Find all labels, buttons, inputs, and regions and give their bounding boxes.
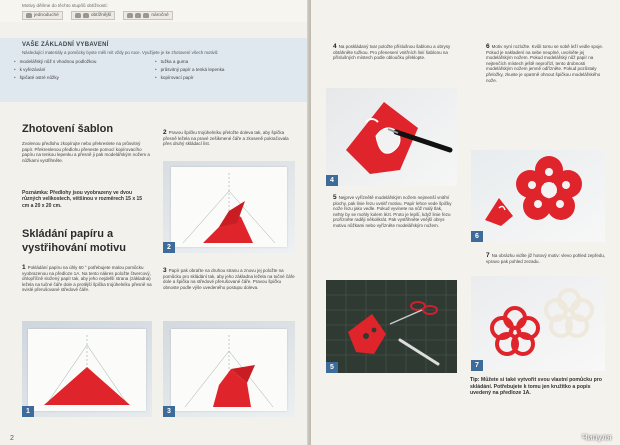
step-2-text	[163, 130, 295, 147]
folded-triangle-illustration	[22, 321, 152, 417]
equipment-item: • průsvitný papír a tenká lepenka	[155, 66, 224, 74]
right-page	[311, 0, 620, 445]
note-text: Poznámka: Předlohy jsou vyobrazeny ve dvou různých velikostech, většinou v rozměrech 15 x 15 cm a 20 x 20 cm.	[22, 190, 143, 209]
step-1-body: Pokládání papíru na úhly 60 ° potřebujete malou pomůcku vyobrazenou na předloze 1A. Na tento nákres položte čtvercový, úhlopříčně složený papír tak, aby jeho nejdelší strana (základna) ležela na tučné čáře dole a protější špička trojúhelníku přesně na svislé přerušované středové čáře.	[22, 265, 152, 293]
cutting-mat-illustration	[326, 280, 457, 373]
hand-icon	[83, 13, 89, 18]
step-4-body: Na poskládaný tvar položte příslušnou šablonu a obrysy obtáhněte tužkou. Pro přenesení vnitřních linií šablonu na příslušných místech podle obloučku překlopte.	[333, 44, 451, 61]
finished-motif-illustration	[471, 276, 605, 371]
folded-paper-illustration	[163, 161, 295, 253]
equipment-item: • tužka a guma	[155, 58, 224, 66]
photo-number: 2	[163, 242, 175, 253]
photo-step-5	[326, 280, 457, 373]
photo-number: 5	[326, 362, 338, 373]
photo-number: 7	[471, 360, 483, 371]
equipment-item: • špičaté ostré nůžky	[14, 74, 96, 82]
folded-paper-illustration	[163, 321, 295, 417]
templates-text: Zvolenou předlohu zkopírujte nebo překreslete na průsvitný papír. Překreslenou předlohu přeneste pomocí kopírovacího papíru na tenkou lepenku a přesně ji pak modelářským nožem a nůžkami vystřihněte.	[22, 141, 150, 163]
hand-icon	[75, 13, 81, 18]
step-3-number: 3	[163, 267, 167, 274]
photo-number: 4	[326, 175, 338, 186]
step-5-text	[333, 195, 453, 229]
hand-icon	[26, 13, 32, 18]
difficulty-bar	[0, 0, 309, 22]
watermark: Чипуля	[582, 433, 612, 442]
photo-step-3	[163, 321, 295, 417]
step-6-number: 6	[486, 43, 490, 50]
difficulty-medium: obtížnější	[71, 11, 116, 20]
hand-icon	[127, 13, 133, 18]
step-6-text	[486, 44, 606, 83]
step-1-number: 1	[22, 264, 26, 271]
equipment-intro: Následující materiály a pomůcky byste měli mít vždy po ruce. Využijete je ke zhotovení všech motivů:	[22, 50, 219, 55]
step-1-text	[22, 265, 152, 293]
tip-text: Můžete si také vytvořit svou vlastní pomůcku pro skládání. Potřebujete k tomu jen kružítko a popis uvedený na předloze 1A.	[470, 377, 602, 397]
photo-number: 3	[163, 406, 175, 417]
template-tracing-illustration	[326, 88, 457, 186]
step-2-body: Pravou špičku trojúhelníku přeložte doleva tak, aby špička přesně ležela na pravé zešikmené čáře a zkoseně pokračovala přes druhý skládací list.	[163, 130, 289, 147]
unfolded-flower-illustration	[471, 150, 605, 242]
photo-step-7	[471, 276, 605, 371]
tip-box	[470, 377, 606, 397]
equipment-title: VAŠE ZÁKLADNÍ VYBAVENÍ	[22, 42, 109, 48]
equipment-list-2	[155, 58, 224, 83]
step-3-body: Papír pak obraťte na druhou stranu a znovu jej položte na pomůcku pro skládání tak, aby jeho základna ležela na tučné čáře dole a špička na středové přerušované čáře. Pravou špičku obnoste podle výše uvedeného postupu doleva.	[163, 268, 295, 290]
step-7-body: Na obrázku vidíte již hotový motiv: vlevo pohled zepředu, vpravo pak pohled zezadu.	[486, 253, 606, 264]
equipment-item: • modelářský nůž s vhodnou podložkou	[14, 58, 96, 66]
step-4-number: 4	[333, 43, 337, 50]
step-3-text	[163, 268, 295, 290]
equipment-item: • kopírovací papír	[155, 74, 224, 82]
step-2-number: 2	[163, 129, 167, 136]
step-7-number: 7	[486, 252, 490, 259]
step-7-text	[486, 253, 606, 264]
hand-icon	[143, 13, 149, 18]
heading-folding: Skládání papíru a vystřihování motivu	[22, 228, 126, 254]
photo-step-4	[326, 88, 457, 186]
heading-templates: Zhotovení šablon	[22, 123, 114, 135]
hand-icon	[135, 13, 141, 18]
step-5-number: 5	[333, 194, 337, 201]
difficulty-levels	[22, 11, 173, 20]
equipment-item: • k vyřezávání	[14, 66, 96, 74]
step-5-body: Nejprve vyříznětě modelářským nožem nejmenší vnitřní plochy, pak linie řezu uvnitř motivu. Papír lehce vede špičky nože řezu jako vedle. Pokud vyvinete na nůž malý tlak, nehty by se mohly kolem lézt. Proto je lepší, když linie řezu prořízněte raději několikrát. Pak vystřihněte vnější obrys motivu nůžkami nebo vyřízněte modelářským nožem.	[333, 195, 452, 228]
equipment-box	[0, 38, 309, 102]
page-number: 2	[10, 435, 14, 442]
equipment-list-1	[14, 58, 96, 83]
tip-label: Tip:	[470, 377, 480, 383]
photo-number: 1	[22, 406, 34, 417]
difficulty-hard: náročné	[123, 11, 172, 20]
photo-step-2	[163, 161, 295, 253]
step-4-text	[333, 44, 453, 61]
photo-step-6	[471, 150, 605, 242]
step-6-body: Motiv nyní rozložte. Kvůli tomu se sobě leží vedle spoje. Pokud je nakladení na sebe neuplné, uvolněte jej modelářským nožem. Pokud modelářský nůž papír na nejtenčích místech ještě neprořízl, tento drobnosti modelářským nožem jemně odřízněte. Pokud pozůstaly přeložky, zkuste je opatrně ohnout špičkou modelářského nože.	[486, 44, 604, 83]
photo-step-1	[22, 321, 152, 417]
photo-number: 6	[471, 231, 483, 242]
left-page	[0, 0, 309, 445]
difficulty-easy: jednoduché	[22, 11, 63, 20]
difficulty-caption: Motivy dělíme do těchto stupňů obtížnosti:	[22, 3, 108, 8]
